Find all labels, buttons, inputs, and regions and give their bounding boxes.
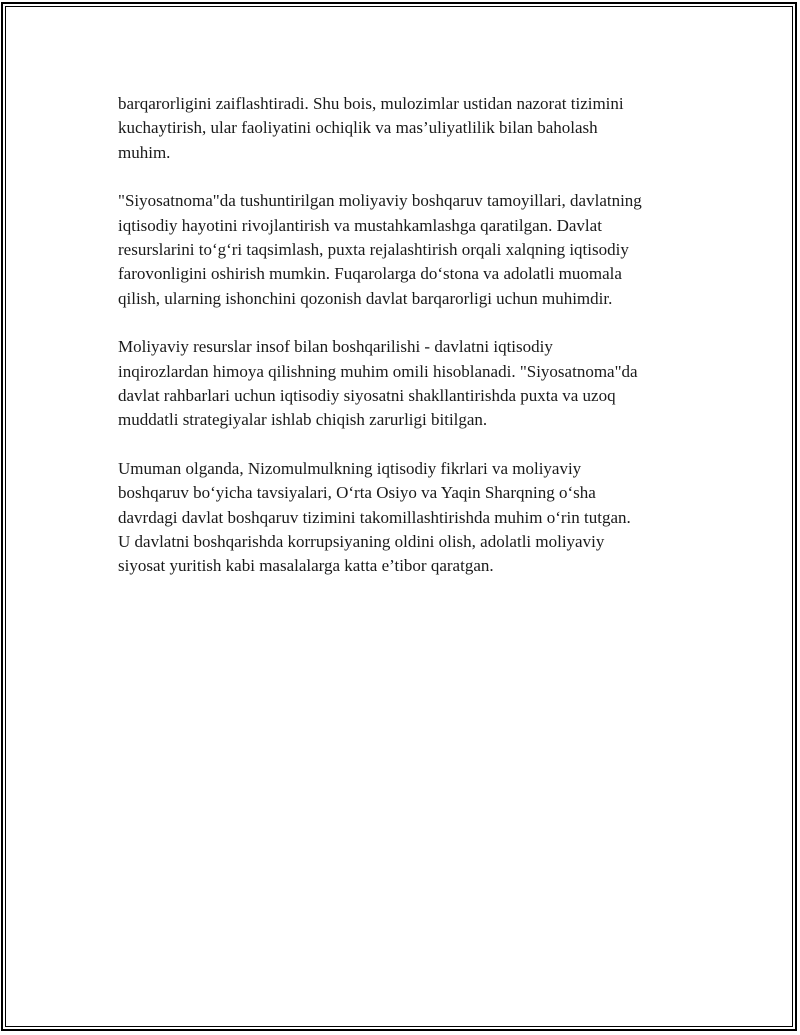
paragraph-1: barqarorligini zaiflashtiradi. Shu bois, mulozimlar ustidan nazorat tizimini kuchaytirish, ular faoliyatini ochiqlik va mas’uliyatlilik bilan baholash muhim. (118, 94, 624, 162)
paragraph-3: Moliyaviy resurslar insof bilan boshqarilishi - davlatni iqtisodiy inqirozlardan himoya qilishning muhim omili hisoblanadi. "Siyosatnoma"da davlat rahbarlari uchun iqtisodiy siyosatni shakllantirishda puxta va uzoq muddatli strategiyalar ishlab chiqish zarurligi bitilgan. (118, 337, 638, 430)
paragraph-4: Umuman olganda, Nizomulmulkning iqtisodiy fikrlari va moliyaviy boshqaruv bo‘yicha tavsiyalari, O‘rta Osiyo va Yaqin Sharqning o‘sha davrdagi davlat boshqaruv tizimini takomillashtirishda muhim o‘rin tutgan. U davlatni boshqarishda korrupsiyaning oldini olish, adolatli moliyaviy siyosat yuritish kabi masalalarga katta e’tibor qaratgan. (118, 459, 631, 576)
paragraph-2: "Siyosatnoma"da tushuntirilgan moliyaviy boshqaruv tamoyillari, davlatning iqtisodiy hayotini rivojlantirish va mustahkamlashga qaratilgan. Davlat resurslarini to‘g‘ri taqsimlash, puxta rejalashtirish orqali xalqning iqtisodiy farovonligini oshirish mumkin. Fuqarolarga do‘stona va adolatli muomala qilish, ularning ishonchini qozonish davlat barqarorligi uchun muhimdir. (118, 191, 642, 308)
document-body (118, 92, 698, 603)
